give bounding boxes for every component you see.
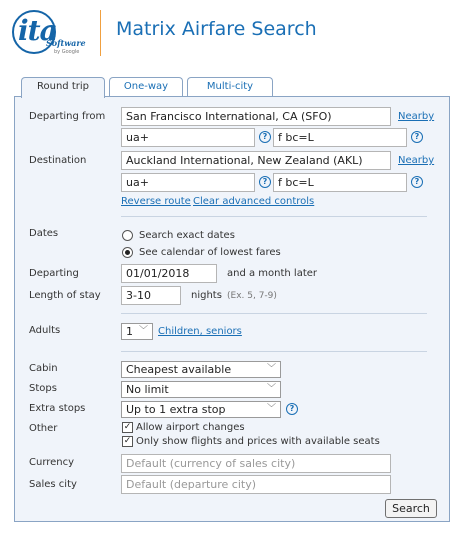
- adults-select-value: 1: [126, 325, 133, 338]
- sales-city-label: Sales city: [29, 479, 77, 490]
- clear-advanced-controls-link[interactable]: Clear advanced controls: [193, 196, 315, 207]
- chevron-down-icon: ﹀: [266, 404, 276, 414]
- routing-help-icon[interactable]: ?: [259, 176, 271, 188]
- section-divider: [121, 313, 427, 314]
- extension-help-icon[interactable]: ?: [411, 176, 423, 188]
- chevron-down-icon: ﹀: [266, 364, 276, 374]
- departing-nearby-link[interactable]: Nearby: [398, 111, 435, 122]
- tab-one-way[interactable]: One-way: [109, 77, 183, 97]
- allow-airport-changes-checkbox[interactable]: ✓: [123, 422, 132, 432]
- destination-extension-input[interactable]: f bc=L: [273, 173, 407, 192]
- logo-google-text: by Google: [54, 49, 80, 55]
- adults-label: Adults: [29, 325, 61, 336]
- departing-from-label: Departing from: [29, 111, 106, 122]
- extra-stops-select[interactable]: [121, 401, 281, 418]
- logo-ita-text: ita: [18, 14, 57, 47]
- adults-select[interactable]: [121, 323, 153, 340]
- nights-label: nights: [191, 290, 222, 301]
- extra-stops-help-icon[interactable]: ?: [286, 403, 298, 415]
- other-label: Other: [29, 423, 58, 434]
- departing-label: Departing: [29, 268, 79, 279]
- available-seats-label: Only show flights and prices with available seats: [136, 436, 380, 447]
- header-divider: [100, 10, 101, 56]
- page-title: Matrix Airfare Search: [116, 18, 317, 40]
- routing-help-icon[interactable]: ?: [259, 131, 271, 143]
- children-seniors-link[interactable]: Children, seniors: [158, 326, 242, 337]
- stops-label: Stops: [29, 383, 57, 394]
- exact-dates-radio[interactable]: [122, 230, 133, 241]
- extra-stops-select-value: Up to 1 extra stop: [126, 403, 226, 416]
- length-of-stay-input[interactable]: 3-10: [121, 286, 181, 305]
- section-divider: [121, 216, 427, 217]
- available-seats-checkbox[interactable]: ✓: [123, 436, 132, 446]
- logo-software-text: Software: [46, 38, 86, 48]
- extension-help-icon[interactable]: ?: [411, 131, 423, 143]
- allow-airport-changes-label: Allow airport changes: [136, 422, 245, 433]
- dates-label: Dates: [29, 228, 59, 239]
- search-form-panel: [14, 96, 450, 522]
- length-of-stay-example: (Ex. 5, 7-9): [227, 291, 277, 301]
- departing-from-input[interactable]: San Francisco International, CA (SFO): [121, 107, 391, 126]
- departing-routing-input[interactable]: ua+: [121, 128, 255, 147]
- destination-routing-input[interactable]: ua+: [121, 173, 255, 192]
- exact-dates-option-label: Search exact dates: [139, 230, 235, 241]
- calendar-fares-radio[interactable]: [122, 247, 133, 258]
- departing-date-input[interactable]: 01/01/2018: [121, 264, 217, 283]
- destination-nearby-link[interactable]: Nearby: [398, 155, 435, 166]
- calendar-fares-option-label: See calendar of lowest fares: [139, 247, 281, 258]
- search-button[interactable]: Search: [385, 499, 437, 518]
- cabin-label: Cabin: [29, 363, 58, 374]
- cabin-select-value: Cheapest available: [126, 363, 232, 376]
- tab-multi-city[interactable]: Multi-city: [187, 77, 273, 97]
- chevron-down-icon: ﹀: [266, 384, 276, 394]
- ita-software-logo: [12, 8, 92, 60]
- extra-stops-label: Extra stops: [29, 403, 86, 414]
- departing-range-text: and a month later: [227, 268, 318, 279]
- chevron-down-icon: ﹀: [138, 326, 148, 336]
- length-of-stay-label: Length of stay: [29, 290, 101, 301]
- currency-input[interactable]: Default (currency of sales city): [121, 454, 391, 473]
- stops-select-value: No limit: [126, 383, 169, 396]
- destination-label: Destination: [29, 155, 87, 166]
- currency-label: Currency: [29, 457, 75, 468]
- tab-round-trip[interactable]: Round trip: [21, 77, 105, 98]
- cabin-select[interactable]: [121, 361, 281, 378]
- destination-input[interactable]: Auckland International, New Zealand (AKL): [121, 151, 391, 170]
- sales-city-input[interactable]: Default (departure city): [121, 475, 391, 494]
- stops-select[interactable]: [121, 381, 281, 398]
- departing-extension-input[interactable]: f bc=L: [273, 128, 407, 147]
- reverse-route-link[interactable]: Reverse route: [121, 196, 191, 207]
- section-divider: [121, 351, 427, 352]
